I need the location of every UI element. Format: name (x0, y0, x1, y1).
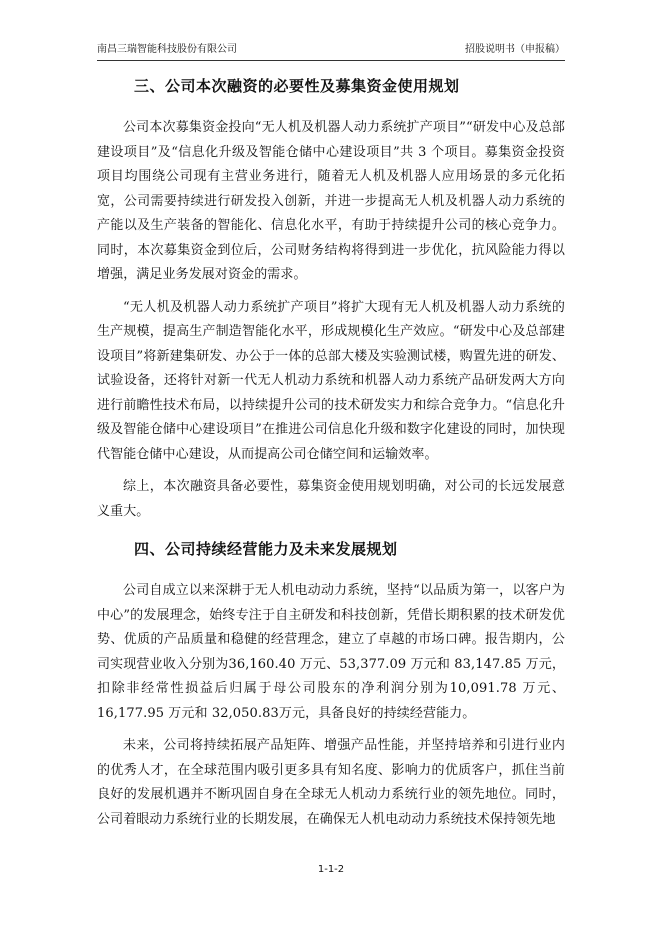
page-header (97, 44, 565, 61)
section-title-financing-necessity: 三、公司本次融资的必要性及募集资金使用规划 (134, 77, 460, 95)
paragraph-financing-summary: 综上，本次融资具备必要性，募集资金使用规划明确，对公司的长远发展意义重大。 (97, 479, 565, 519)
paragraph-future-plans: 未来，公司将持续拓展产品矩阵、增强产品性能，并坚持培养和引进行业内的优秀人才，在全球范围内吸引更多具有知名度、影响力的优质客户，抓住当前良好的发展机遇并不断巩固自身在全球无人机动力系统行业的领先地位。同时，公司着眼动力系统行业的长期发展，在确保无人机电动动力系统技术保持领先地 (97, 738, 565, 827)
header-company-name: 南昌三瑞智能科技股份有限公司 (97, 44, 237, 55)
paragraph-project-details: “无人机及机器人动力系统扩产项目”将扩大现有无人机及机器人动力系统的生产规模，提高生产制造智能化水平，形成规模化生产效应。“研发中心及总部建设项目”将新建集研发、办公于一体的总部大楼及实验测试楼，购置先进的研发、试验设备，还将针对新一代无人机动力系统和机器人动力系统产品研发两大方向进行前瞻性技术布局，以持续提升公司的技术研发实力和综合竞争力。“信息化升级及智能仓储中心建设项目”在推进公司信息化升级和数字化建设的同时，加快现代智能仓储中心建设，从而提高公司仓储空间和运输效率。 (97, 299, 565, 462)
paragraph-fundraising-projects: 公司本次募集资金投向“无人机及机器人动力系统扩产项目”“研发中心及总部建设项目”及“信息化升级及智能仓储中心建设项目”共 3 个项目。募集资金投资项目均围绕公司现有主营业务进行，随着无人机及机器人应用场景的多元化拓宽，公司需要持续进行研发投入创新，并进一步提高无人机及机器人动力系统的产能以及生产装备的智能化、信息化水平，有助于持续提升公司的核心竞争力。同时，本次募集资金到位后，公司财务结构将得到进一步优化，抗风险能力得以增强，满足业务发展对资金的需求。 (97, 120, 565, 282)
page-content (97, 76, 565, 840)
section-title-sustainable-operations: 四、公司持续经营能力及未来发展规划 (134, 540, 398, 558)
page-number: 1-1-2 (317, 864, 345, 875)
paragraph-operating-performance: 公司自成立以来深耕于无人机电动动力系统，坚持“以品质为第一，以客户为中心”的发展理念，始终专注于自主研发和科技创新，凭借长期积累的技术研发优势、优质的产品质量和稳健的经营理念，建立了卓越的市场口碑。报告期内，公司实现营业收入分别为36,160.40 万元、53,377.09 万元和 83,147.85 万元，扣除非经常性损益后归属于母公司股东的净利润分别为10,091.78 万元、16,177.95 万元和 32,050.83万元，具备良好的持续经营能力。 (97, 583, 565, 721)
header-document-type: 招股说明书（申报稿） (465, 44, 565, 55)
